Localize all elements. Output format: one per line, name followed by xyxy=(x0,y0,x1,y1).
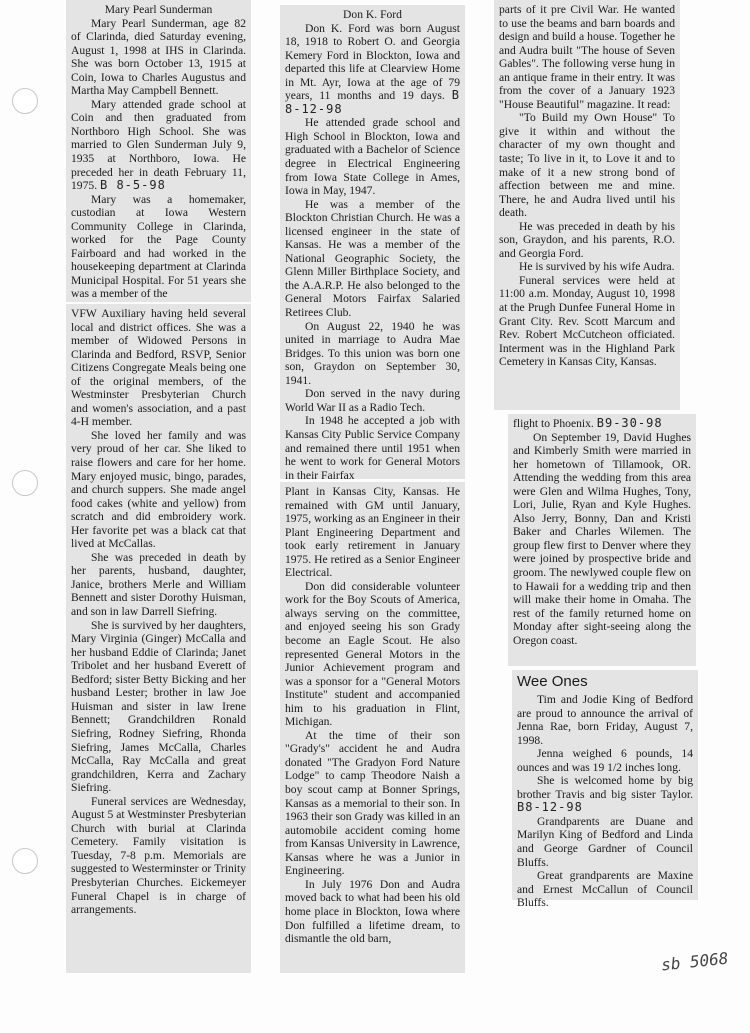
obituary-paragraph: On August 22, 1940 he was united in marriage to Audra Mae Bridges. To this union was born one son, Graydon on September 30, 1941. xyxy=(285,319,460,387)
obituary-paragraph: He is survived by his wife Audra. xyxy=(519,260,675,274)
obituary-paragraph: Funeral services are Wednesday, August 5 at Westminster Presbyterian Church with burial at Clarinda Cemetery. Family visitation is Tuesday, 7-8 p.m. Memorials are suggested to Westerminster or Trinity Presbyterian Churches. Eickemeyer Funeral Chapel is in charge of arrangements. xyxy=(71,794,246,917)
obituary-paragraph: He was a member of the Blockton Christian Church. He was a licensed engineer in the state of Kansas. He was a member of the National Geographic Society, the Glenn Miller Birthplace Society, and the A.A.R.P. He also belonged to the General Motors Fairfax Salaried Retirees Club. xyxy=(285,197,460,320)
handwritten-date: B 8-5-98 xyxy=(100,178,166,193)
obituary-paragraph: parts of it pre Civil War. He wanted to use the beams and barn boards and design and build a house. Together he and Audra built "The house of Seven Gables". The following verse hung in an antique frame in their entry. It was from the cover of a January 1923 "House Beautiful" magazine. It read: xyxy=(499,3,675,111)
obituary-paragraph: Plant in Kansas City, Kansas. He remained with GM until January, 1975, working as an Engineer in their Plant Engineering Department and took early retirement in January 1975. He retired as a Senior Engineer Electrical. xyxy=(285,485,460,580)
obituary-paragraph: Don did considerable volunteer work for the Boy Scouts of America, always serving on the committee, and enjoyed seeing his son Grady become an Eagle Scout. He also represented General Motors in the Junior Achievement program and was a sponsor for a "General Motors Institute" student and accompanied him to his graduation in Flint, Michigan. xyxy=(285,579,460,729)
ford-obituary-continuation xyxy=(494,0,680,410)
obituary-paragraph: At the time of their son "Grady's" accident he and Audra donated "The Gradyon Ford Nature Lodge" to camp Theodore Naish a boy scout camp at Bonner Springs, Kansas as a memorial to their son. In 1963 their son Grady was killed in an automobile accident coming home from Kansas University in Lawrence, Kansas where he was a Junior in Engineering. xyxy=(285,728,460,878)
birth-paragraph: Jenna weighed 6 pounds, 14 ounces and was 19 1/2 inches long. xyxy=(517,747,693,774)
wedding-lead: flight to Phoenix. B9-30-98 xyxy=(513,416,663,430)
sunderman-obituary-clipping-top xyxy=(66,0,251,302)
obituary-paragraph: VFW Auxiliary having held several local and district offices. She was a member of Widowed Persons in Clarinda and Bedford, RSVP, Senior Citizens Congregate Meals being one of the original members, of the Westminster Presbyterian Church and women's association, and a past 4-H member. xyxy=(71,307,246,429)
handwritten-date: B 8-12-98 xyxy=(285,88,460,116)
binder-hole-bottom xyxy=(12,848,38,874)
birth-paragraph: She is welcomed home by big brother Travis and big sister Taylor. B8-12-98 xyxy=(517,774,693,815)
wee-ones-title: Wee Ones xyxy=(517,673,588,690)
obituary-title: Don K. Ford xyxy=(343,8,402,21)
ford-obituary-clipping-top xyxy=(280,5,465,482)
birth-paragraph: Great grandparents are Maxine and Ernest McCallun of Council Bluffs. xyxy=(517,869,693,910)
birth-paragraph: Grandparents are Duane and Marilyn King of Bedford and Linda and George Gardner of Council Bluffs. xyxy=(517,814,693,869)
obituary-paragraph: Mary attended grade school at Coin and then graduated from Northboro High School. She was married to Glen Sunderman July 9, 1935 at Northboro, Iowa. He preceded her in death February 11, 1975. B 8-5-98 xyxy=(71,97,246,193)
verse-quote: "To Build my Own House" To give it within and without the character of my own thought and taste; To live in it, to Love it and to make of it a new strong bond of affection between me and mine. There, he and Audra lived until his death. xyxy=(499,111,675,220)
handwritten-date: B9-30-98 xyxy=(596,416,663,430)
obituary-paragraph: Don served in the navy during World War II as a Radio Tech. xyxy=(285,387,460,414)
birth-paragraph: Tim and Jodie King of Bedford are proud to announce the arrival of Jenna Rae, born Friday, August 7, 1998. xyxy=(517,693,693,747)
obituary-paragraph: He was preceded in death by his son, Graydon, and his parents, R.O. and Georgia Ford. xyxy=(499,219,675,260)
obituary-paragraph: She was preceded in death by her parents, husband, daughter, Janice, brothers Merle and William Bennett and sister Dorothy Huisman, and son in law Darrell Siefring. xyxy=(71,550,246,619)
sunderman-obituary-clipping-bottom xyxy=(66,304,251,973)
obituary-title: Mary Pearl Sunderman xyxy=(104,3,213,16)
obituary-paragraph: She is survived by her daughters, Mary Virginia (Ginger) McCalla and her husband Eddie of Clarinda; Janet Tribolet and her husband Everett of Bedford; sister Betty Bicking and her husband Lester; brother in law Joe Huisman and sister in law Irene Bennett; Grandchildren Ronald Siefring, Rodney Siefring, Rhonda Siefring, James McCalla, Charles McCalla, Ray McCalla and great grandchildren, Kerra and Zachary Siefring. xyxy=(71,618,246,795)
obituary-paragraph: Don K. Ford was born August 18, 1918 to Robert O. and Georgia Kemery Ford in Blockton, Iowa and departed this life at Clearview Home in Mt. Ayr, Iowa at the age of 79 years, 11 months and 19 days. B 8-12-98 xyxy=(285,21,460,116)
obituary-paragraph: She loved her family and was very proud of her car. She liked to raise flowers and care for her home. Mary enjoyed music, bingo, parades, and church suppers. She made angel food cakes (white and yellow) from scratch and did embroidery work. Her favorite pet was a black cat that lived at McCallas. xyxy=(71,428,246,551)
wedding-announcement-clipping xyxy=(508,414,696,666)
obituary-paragraph: Mary was a homemaker, custodian at Iowa Western Community College in Clarinda, worked for the Page County Fairboard and had worked in the housekeeping department at Clarinda Municipal Hospital. For 51 years she was a member of the xyxy=(71,192,246,301)
obituary-paragraph: Funeral services were held at 11:00 a.m. Monday, August 10, 1998 at the Prugh Dunfee Funeral Home in Grant City. Rev. Scott Marcum and Rev. Robert McCutcheon officiated. Interment was in the Highland Park Cemetery in Kansas City, Kansas. xyxy=(499,273,675,369)
binder-hole-top xyxy=(12,88,38,114)
wedding-paragraph: On September 19, David Hughes and Kimberly Smith were married in her hometown of Tillamook, OR. Attending the wedding from this area were Glen and Wilma Hughes, Tony, Lori, Julie, Ryan and Kyle Hughes. Also Jerry, Bonny, Dan and Kristi Baker and Charles Wilemen. The group flew first to Denver where they were joined by prospective bride and groom. The newlywed couple flew on to Hawaii for a wedding trip and then will make their home in Omaha. The rest of the family returned home on Monday after sight-seeing along the Oregon coast. xyxy=(513,430,691,647)
obituary-paragraph: In 1948 he accepted a job with Kansas City Public Service Company and remained there until 1951 when he went to work for General Motors in their Fairfax xyxy=(285,414,460,482)
handwritten-date: B8-12-98 xyxy=(517,800,583,815)
wee-ones-clipping xyxy=(512,670,698,910)
binder-hole-middle xyxy=(12,470,38,496)
obituary-paragraph: He attended grade school and High School in Blockton, Iowa and graduated with a Bachelor of Science degree in Electrical Engineering from Iowa State College in Ames, Iowa in May, 1947. xyxy=(285,116,460,198)
obituary-paragraph: In July 1976 Don and Audra moved back to what had been his old home place in Blockton, Iowa where Don fulfilled a lifetime dream, to dismantle the old barn, xyxy=(285,877,460,946)
ford-obituary-clipping-bottom xyxy=(280,482,465,973)
obituary-paragraph: Mary Pearl Sunderman, age 82 of Clarinda, died Saturday evening, August 1, 1998 at IHS in Clarinda. She was born October 13, 1915 at Coin, Iowa to Charles Augustus and Martha May Campbell Bennett. xyxy=(71,16,246,98)
catalog-number: sb 5068 xyxy=(659,948,729,975)
